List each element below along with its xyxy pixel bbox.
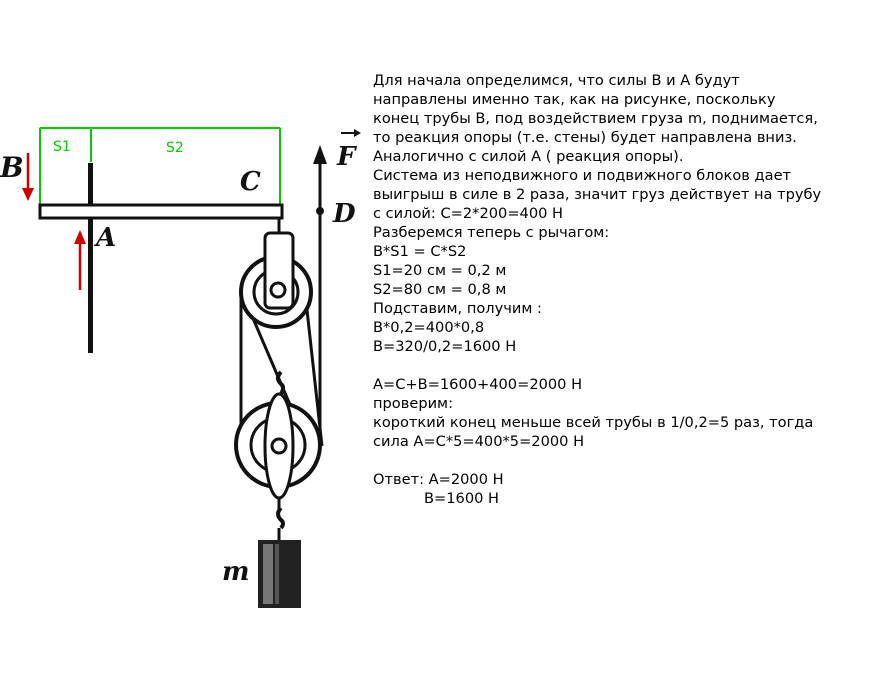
- s2-label: S2: [166, 140, 184, 156]
- solution-line: [373, 356, 868, 375]
- solution-line: S2=80 см = 0,8 м: [373, 281, 507, 298]
- solution-line: В=1600 Н: [373, 490, 500, 507]
- solution-line: короткий конец меньше всей трубы в 1/0,2=5 раз, тогда: [373, 414, 814, 431]
- solution-line: Для начала определимся, что силы В и А будут: [373, 72, 740, 89]
- s1-label: S1: [53, 139, 71, 155]
- support-post: [88, 163, 93, 353]
- mass-block: [258, 540, 301, 608]
- solution-line: выигрыш в силе в 2 раза, значит груз действует на трубу: [373, 186, 822, 203]
- solution-line: Система из неподвижного и подвижного блоков дает: [373, 167, 792, 184]
- label-f: F: [337, 142, 356, 172]
- solution-line: Подставим, получим :: [373, 300, 542, 317]
- upper-pulley: [241, 233, 311, 327]
- solution-line: с силой: С=2*200=400 Н: [373, 205, 564, 222]
- solution-line: В*S1 = C*S2: [373, 243, 467, 260]
- pulley-lever-diagram: [0, 0, 370, 620]
- solution-line: Аналогично с силой А ( реакция опоры).: [373, 148, 684, 165]
- solution-line: Разберемся теперь с рычагом:: [373, 224, 610, 241]
- solution-line: конец трубы В, под воздействием груза m, поднимается,: [373, 110, 818, 127]
- pipe-lever: [40, 205, 282, 218]
- label-d: D: [333, 199, 356, 229]
- force-a-arrow: [74, 230, 86, 290]
- f-vector-arrow: [341, 129, 361, 137]
- solution-line: А=С+В=1600+400=2000 Н: [373, 376, 583, 393]
- label-m: m: [222, 557, 250, 587]
- solution-text: [373, 71, 868, 508]
- solution-line: сила А=С*5=400*5=2000 Н: [373, 433, 585, 450]
- pull-rope-f: [313, 145, 327, 445]
- solution-line: [373, 451, 868, 470]
- solution-line: В*0,2=400*0,8: [373, 319, 485, 336]
- force-b-arrow: [22, 153, 34, 201]
- solution-line: В=320/0,2=1600 Н: [373, 338, 517, 355]
- lower-hook: [278, 508, 283, 528]
- label-c: C: [240, 167, 261, 197]
- solution-line: проверим:: [373, 395, 453, 412]
- lower-pulley: [236, 394, 320, 498]
- label-b: B: [0, 151, 24, 184]
- solution-line: направлены именно так, как на рисунке, поскольку: [373, 91, 776, 108]
- label-a: A: [96, 223, 117, 253]
- solution-line: S1=20 см = 0,2 м: [373, 262, 507, 279]
- solution-line: то реакция опоры (т.е. стены) будет направлена вниз.: [373, 129, 797, 146]
- middle-hook: [278, 372, 283, 394]
- solution-line: Ответ: А=2000 Н: [373, 471, 504, 488]
